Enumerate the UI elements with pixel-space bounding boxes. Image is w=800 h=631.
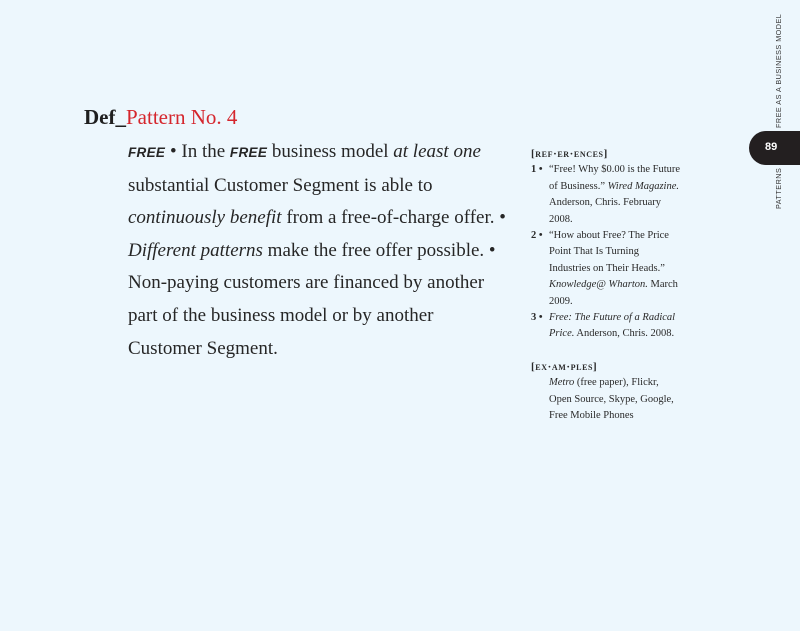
definition-text: [128, 136, 508, 365]
reference-item: [531, 228, 681, 310]
pattern-title: Pattern No. 4: [125, 105, 238, 129]
page-title: [84, 104, 237, 130]
reference-text: Anderson, Chris. February 2008.: [549, 197, 661, 225]
reference-source: Knowledge@ Wharton.: [549, 279, 648, 291]
definition-segment: • In the: [165, 141, 230, 162]
section-label-top: FREE AS A BUSINESS MODEL: [774, 13, 783, 128]
reference-number: 3 •: [531, 312, 543, 324]
reference-source: Wired Magazine.: [607, 180, 679, 192]
sidebar-notes: [531, 146, 681, 425]
page-number-tab: [749, 131, 800, 165]
definition-segment: substantial Customer Segment is able to: [128, 174, 433, 196]
definition-emphasis: at least one: [393, 141, 481, 162]
example-metro: Metro: [549, 377, 575, 389]
definition-segment: make the free offer possible. • Non-paying customers are financed by another part of the business model or by another Customer Segment.: [128, 239, 496, 359]
definition-segment: business model: [267, 141, 394, 162]
definition-emphasis: continuously benefit: [128, 207, 282, 229]
reference-text: March 2009.: [549, 279, 678, 307]
free-keyword: FREE: [128, 145, 166, 160]
reference-text: “Free! Why $0.00 is the Future of Business.”: [549, 164, 681, 192]
definition-segment: from a free-of-charge offer. •: [281, 207, 506, 229]
examples-title: [ex·am·ples]: [531, 360, 598, 373]
examples-text: (free paper), Flickr, Open Source, Skype, Google, Free Mobile Phones: [549, 377, 674, 422]
page-number: 89: [765, 141, 778, 153]
reference-text: Anderson, Chris. 2008.: [574, 328, 675, 340]
section-label-bottom: PATTERNS: [774, 167, 783, 209]
section-gap: [531, 343, 681, 359]
reference-number: 1 •: [531, 164, 543, 176]
reference-item: [531, 310, 681, 343]
reference-text: “How about Free? The Price Point That Is Turning Industries on Their Heads.”: [549, 230, 669, 274]
definition-emphasis: Different patterns: [128, 239, 263, 261]
reference-item: [531, 162, 681, 228]
references-title: [ref·er·ences]: [531, 148, 608, 160]
examples-list: [531, 375, 681, 424]
def-prefix: Def_: [84, 105, 126, 129]
free-keyword: FREE: [229, 145, 268, 160]
reference-number: 2 •: [531, 230, 543, 242]
reference-source: Free: The Future of a Radical Price.: [549, 312, 676, 340]
